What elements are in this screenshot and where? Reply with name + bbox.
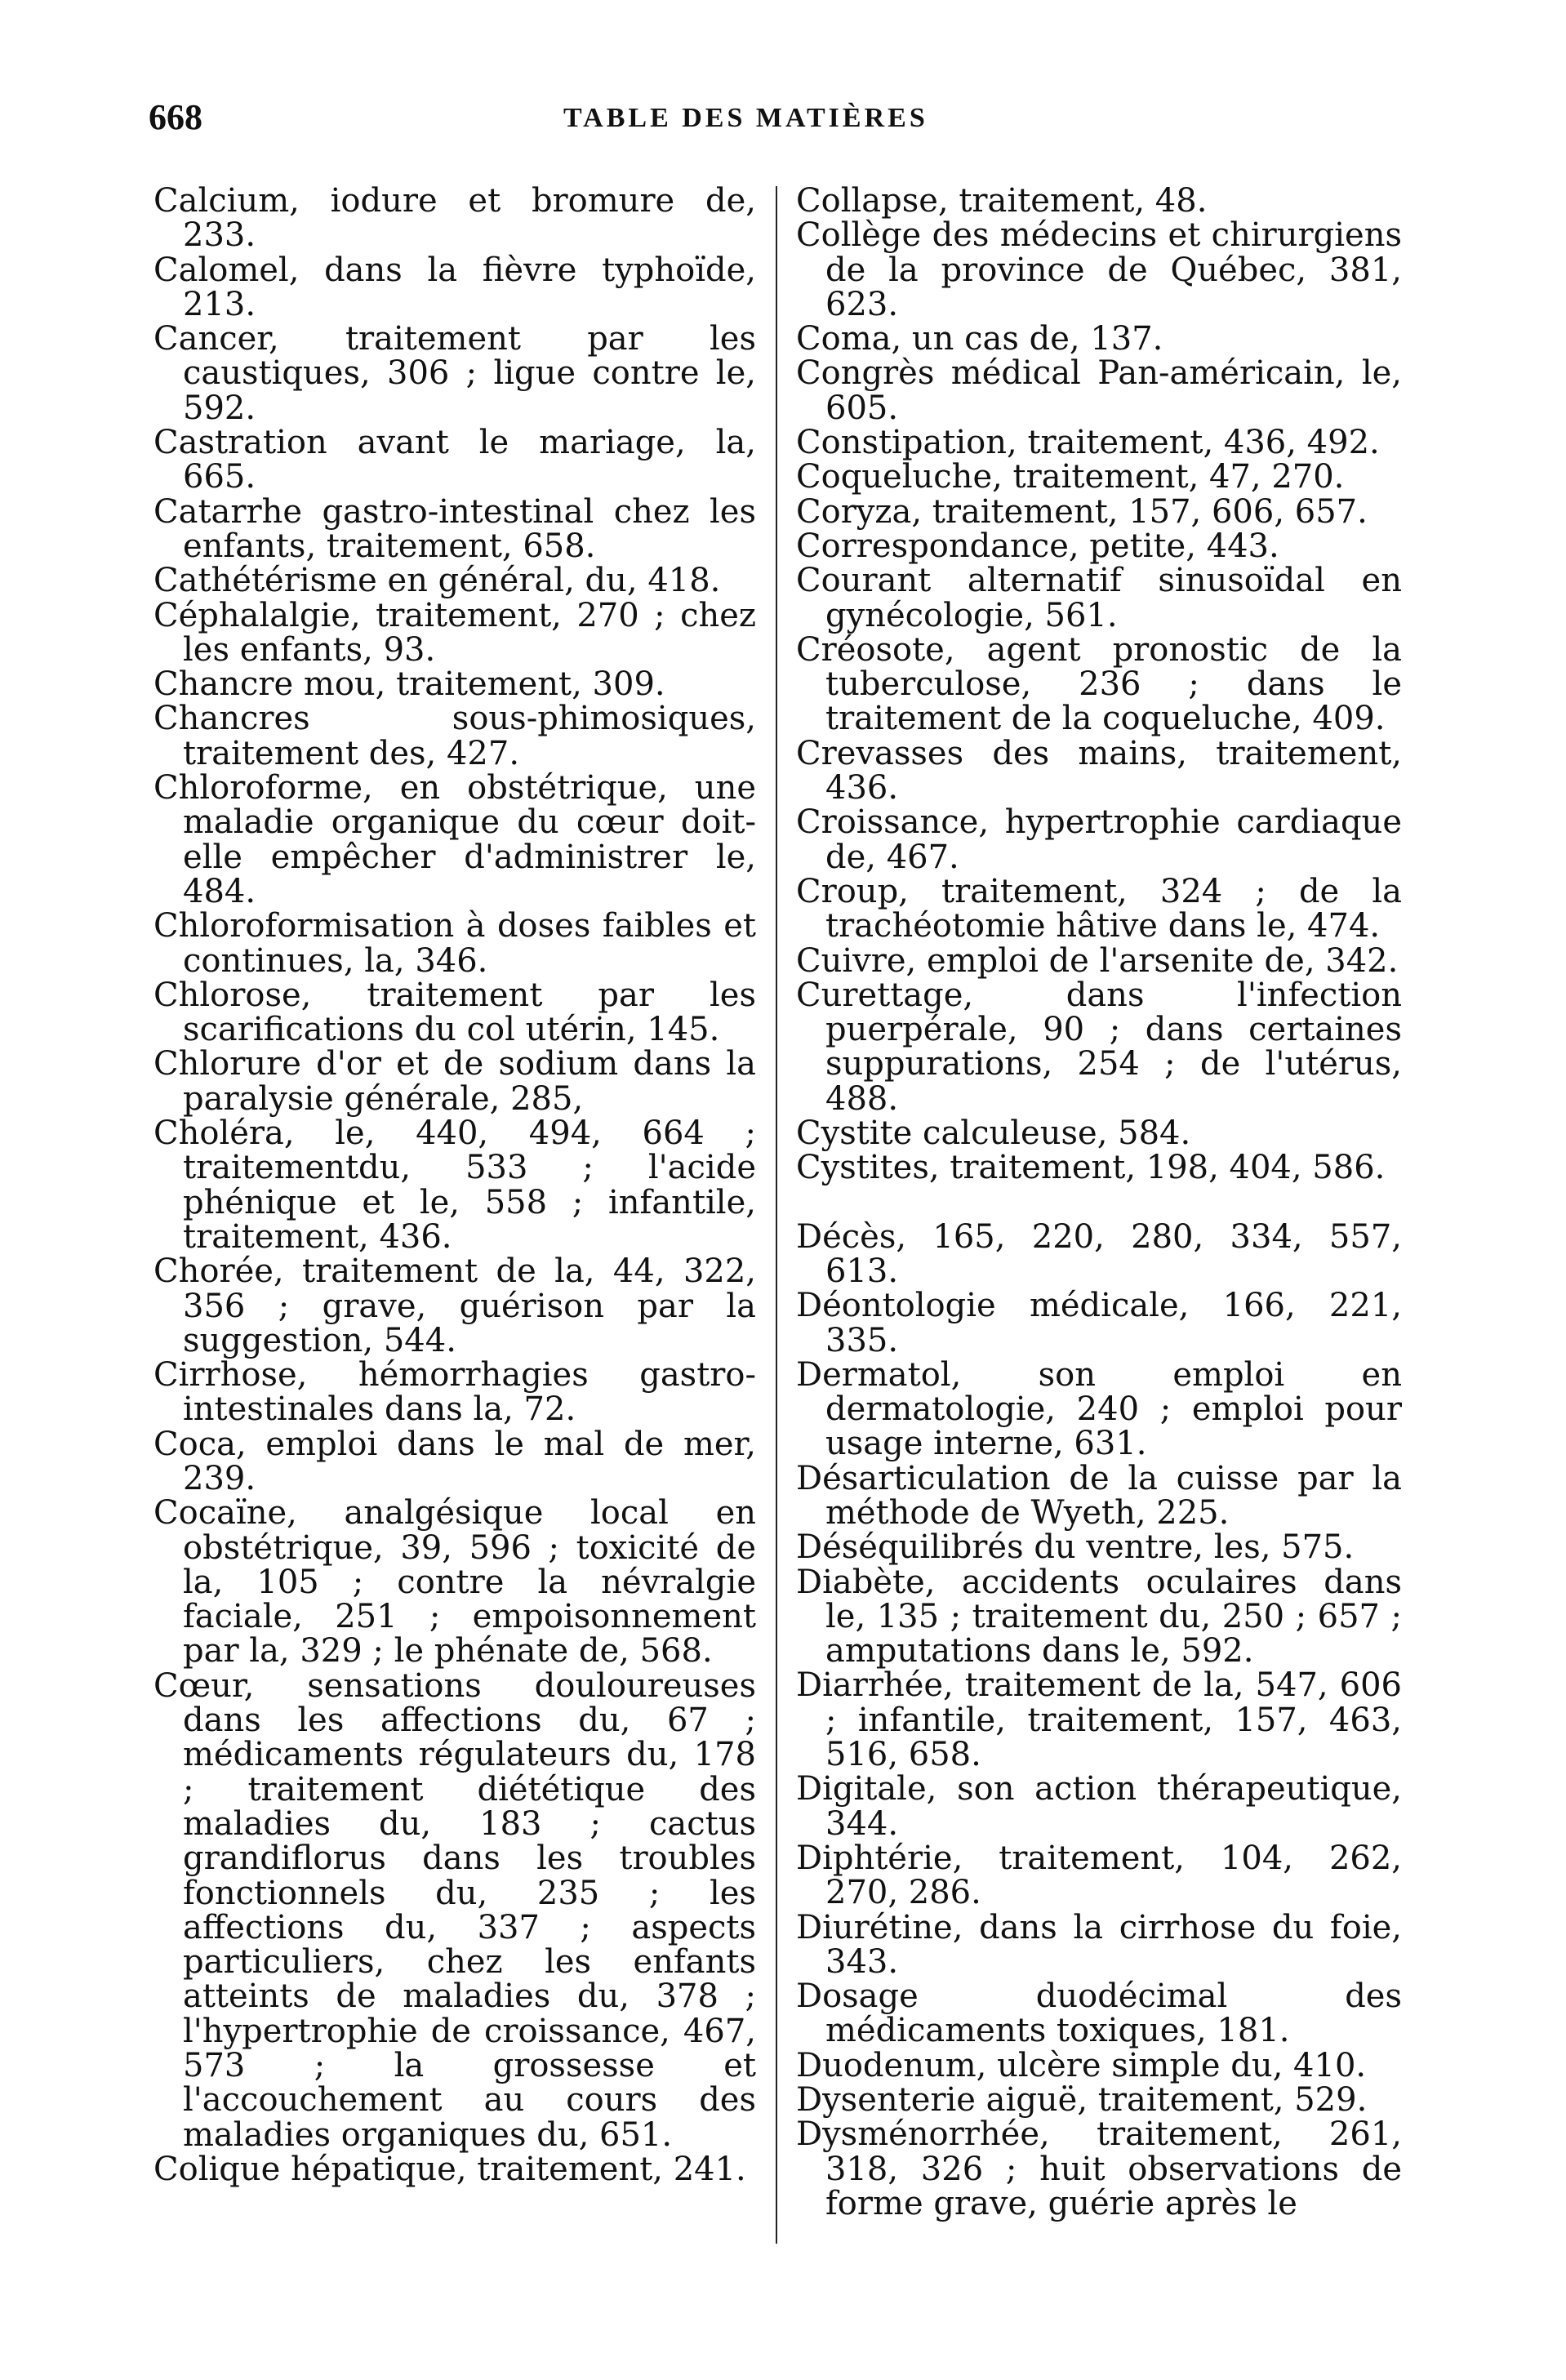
- index-entry: Cuivre, emploi de l'arsenite de, 342.: [796, 941, 1399, 980]
- index-entry: Chlorose, traitement par les scarifications du col utérin, 145.: [153, 976, 756, 1049]
- index-entry: Chlorure d'or et de sodium dans la paralysie générale, 285,: [153, 1045, 756, 1118]
- index-entry: Congrès médical Pan-américain, le, 605.: [796, 354, 1402, 427]
- index-entry: Diphtérie, traitement, 104, 262, 270, 286.: [796, 1839, 1402, 1912]
- index-entry: Chloroformisation à doses faibles et continues, la, 346.: [153, 907, 756, 980]
- index-entry: Correspondance, petite, 443.: [796, 527, 1279, 565]
- index-entry: Catarrhe gastro-intestinal chez les enfants, traitement, 658.: [153, 492, 756, 565]
- index-entry: Colique hépatique, traitement, 241.: [153, 2150, 746, 2188]
- index-entry: Diurétine, dans la cirrhose du foie, 343.: [796, 1908, 1402, 1981]
- index-entry: Créosote, agent pronostic de la tuberculose, 236 ; dans le traitement de la coqueluche, 409.: [796, 630, 1402, 738]
- index-entry: Cœur, sensations douloureuses dans les affections du, 67 ; médicaments régulateurs du, 178 ; traitement diététique des maladies du, 183 ; cactus grandiflorus dans les troubles fonctionnels du, 235 ; les affections du, 337 ; aspects particuliers, chez les enfants atteints de maladies du, 378 ; l'hypertrophie de croissance, 467, 573 ; la grossesse et l'accouchement au cours des maladies organiques du, 651.: [153, 1666, 756, 2154]
- index-entry: Diarrhée, traitement de la, 547, 606 ; infantile, traitement, 157, 463, 516, 658.: [796, 1666, 1402, 1774]
- index-entry: Chancre mou, traitement, 309.: [153, 665, 665, 704]
- index-entry: Déséquilibrés du ventre, les, 575.: [796, 1528, 1355, 1567]
- index-entry: Coma, un cas de, 137.: [796, 320, 1163, 358]
- index-entry: Digitale, son action thérapeutique, 344.: [796, 1770, 1402, 1843]
- index-entry: Courant alternatif sinusoïdal en gynécologie, 561.: [796, 562, 1402, 634]
- index-entry: Désarticulation de la cuisse par la méthode de Wyeth, 225.: [796, 1459, 1402, 1532]
- index-entry: Dermatol, son emploi en dermatologie, 240 ; emploi pour usage interne, 631.: [796, 1355, 1402, 1463]
- index-entry: Coqueluche, traitement, 47, 270.: [796, 458, 1345, 496]
- index-entry: Croup, traitement, 324 ; de la trachéotomie hâtive dans le, 474.: [796, 872, 1402, 945]
- index-entry: Croissance, hypertrophie cardiaque de, 467.: [796, 803, 1402, 876]
- index-entry: Céphalalgie, traitement, 270 ; chez les enfants, 93.: [153, 596, 756, 669]
- index-entry: Calcium, iodure et bromure de, 233.: [153, 182, 756, 255]
- index-entry: Coryza, traitement, 157, 606, 657.: [796, 492, 1368, 531]
- index-entry: Décès, 165, 220, 280, 334, 557, 613.: [796, 1217, 1402, 1290]
- index-entry: Castration avant le mariage, la, 665.: [153, 424, 756, 496]
- index-column-left: [153, 184, 756, 2186]
- index-entry: Chloroforme, en obstétrique, une maladie organique du cœur doit-elle empêcher d'administrer le, 484.: [153, 769, 756, 910]
- index-entry: Collège des médecins et chirurgiens de la province de Québec, 381, 623.: [796, 216, 1402, 323]
- index-entry: Dysenterie aiguë, traitement, 529.: [796, 2081, 1368, 2120]
- index-entry: Duodenum, ulcère simple du, 410.: [796, 2046, 1367, 2084]
- index-entry: Cocaïne, analgésique local en obstétrique, 39, 596 ; toxicité de la, 105 ; contre la névralgie faciale, 251 ; empoisonnement par la, 329 ; le phénate de, 568.: [153, 1494, 756, 1670]
- running-title: TABLE DES MATIÈRES: [563, 103, 928, 133]
- index-entry: Cirrhose, hémorrhagies gastro-intestinales dans la, 72.: [153, 1356, 756, 1429]
- index-entry: Cystite calculeuse, 584.: [796, 1114, 1191, 1153]
- index-entry: Constipation, traitement, 436, 492.: [796, 424, 1380, 462]
- index-entry: Chorée, traitement de la, 44, 322, 356 ; grave, guérison par la suggestion, 544.: [153, 1252, 756, 1359]
- index-entry: Dosage duodécimal des médicaments toxiques, 181.: [796, 1977, 1402, 2050]
- index-entry: Déontologie médicale, 166, 221, 335.: [796, 1287, 1402, 1359]
- index-entry: Choléra, le, 440, 494, 664 ; traitementdu, 533 ; l'acide phénique et le, 558 ; infantile, traitement, 436.: [153, 1114, 756, 1256]
- index-entry: Chancres sous-phimosiques, traitement des, 427.: [153, 700, 756, 772]
- index-entry: Calomel, dans la fièvre typhoïde, 213.: [153, 251, 756, 323]
- index-entry: Coca, emploi dans le mal de mer, 239.: [153, 1425, 756, 1497]
- index-entry: Crevasses des mains, traitement, 436.: [796, 734, 1402, 807]
- index-entry: Curettage, dans l'infection puerpérale, 90 ; dans certaines suppurations, 254 ; de l'utérus, 488.: [796, 976, 1402, 1118]
- index-entry: Cathétérisme en général, du, 418.: [153, 562, 721, 600]
- index-entry: Cystites, traitement, 198, 404, 586.: [796, 1149, 1386, 1187]
- running-head: [0, 96, 1566, 149]
- index-column-right: [796, 184, 1402, 2221]
- index-entry: Dysménorrhée, traitement, 261, 318, 326 ; huit observations de forme grave, guérie après le: [796, 2115, 1402, 2222]
- page-number: 668: [149, 97, 202, 137]
- index-entry: Cancer, traitement par les caustiques, 306 ; ligue contre le, 592.: [153, 320, 756, 427]
- index-entry: Collapse, traitement, 48.: [796, 182, 1208, 220]
- index-entry: Diabète, accidents oculaires dans le, 135 ; traitement du, 250 ; 657 ; amputations dans le, 592.: [796, 1563, 1402, 1670]
- column-divider: [776, 186, 777, 2244]
